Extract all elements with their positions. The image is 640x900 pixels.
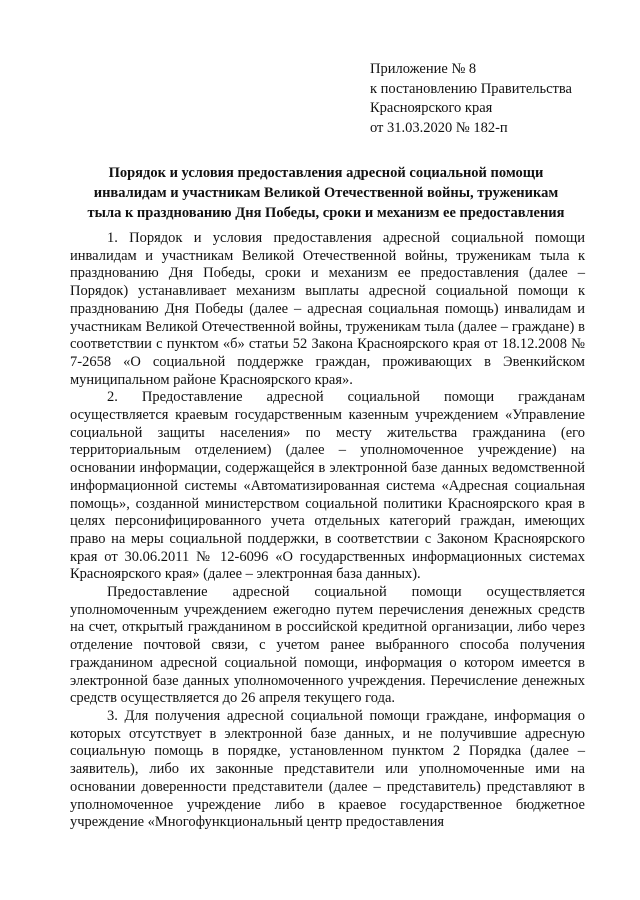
paragraph-2: 2. Предоставление адресной социальной помощи гражданам осуществляется краевым государственным казенным учреждением «Управление социальной защиты населения» по месту жительства гражданина (его территориальным отделением) (далее – уполномоченное учреждение) на основании информации, содержащейся в электронной базе данных ведомственной информационной системы «Автоматизированная система «Адресная социальная помощь», созданной министерством социальной политики Красноярского края в целях персонифицированного учета отдельных категорий граждан, имеющих право на меры социальной поддержки, в соответствии с Законом Красноярского края от 30.06.2011 № 12-6096 «О государственных информационных системах Красноярского края» (далее – электронная база данных). [70,389,585,583]
document-title [60,163,592,223]
paragraph-4: 3. Для получения адресной социальной помощи граждане, информация о которых отсутствует в электронной базе данных, и не получившие адресную социальную помощь в порядке, установленном пунктом 2 Порядка (далее – заявитель), либо их законные представители или уполномоченные ими на основании доверенности представители (далее – представитель) представляют в уполномоченное учреждение либо в краевое государственное бюджетное учреждение «Многофункциональный центр предоставления [70,707,585,831]
appendix-number: Приложение № 8 [370,61,477,77]
title-line-3: тыла к празднованию Дня Победы, сроки и механизм ее предоставления [87,205,565,221]
document-body [70,230,585,832]
paragraph-3: Предоставление адресной социальной помощи осуществляется уполномоченным учреждением ежегодно путем перечисления денежных средств на счет, открытый гражданином в российской кредитной организации, либо через отделение почтовой связи, с учетом ранее выбранного способа получения гражданином адресной социальной помощи, информация о котором имеется в электронной базе данных уполномоченного учреждения. Перечисление денежных средств осуществляется до 26 апреля текущего года. [70,584,585,707]
appendix-region-line: Красноярского края [370,100,493,116]
appendix-date-line: от 31.03.2020 № 182-п [370,119,508,136]
appendix-header [370,60,620,138]
title-line-2: инвалидам и участникам Великой Отечественной войны, труженикам [93,185,559,201]
title-line-1: Порядок и условия предоставления адресной социальной помощи [108,165,544,181]
appendix-decree-line: к постановлению Правительства [370,80,572,97]
paragraph-1: 1. Порядок и условия предоставления адресной социальной помощи инвалидам и участникам Великой Отечественной войны, труженикам тыла к празднованию Дня Победы, сроки и механизм ее предоставления (далее – Порядок) устанавливает механизм выплаты адресной социальной помощи к празднованию Дня Победы (далее – адресная социальная помощь) инвалидам и участникам Великой Отечественной войны, труженикам тыла (далее – граждане) в соответствии с пунктом «б» статьи 52 Закона Красноярского края от 18.12.2008 № 7-2658 «О социальной поддержке граждан, проживающих в Эвенкийском муниципальном районе Красноярского края». [70,230,585,388]
